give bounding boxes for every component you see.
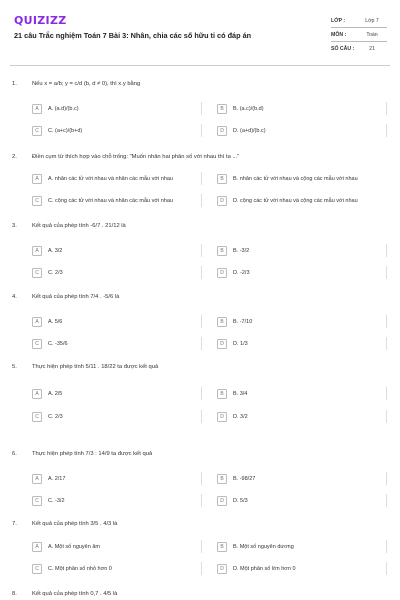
info-value: 21 xyxy=(369,46,375,52)
option-text: A. 5/6 xyxy=(48,318,63,325)
question-3 xyxy=(12,222,392,279)
option-letter-box: D xyxy=(217,196,227,206)
option-text: B. -3/2 xyxy=(233,247,250,254)
option-a[interactable] xyxy=(32,540,202,553)
option-c[interactable] xyxy=(32,194,202,207)
question-2 xyxy=(12,153,392,207)
quizizz-logo: QUIZIZZ xyxy=(14,14,67,27)
option-text: A. 3/2 xyxy=(48,247,63,254)
option-text: C. -3/2 xyxy=(48,497,65,504)
option-text: A. 2/17 xyxy=(48,475,66,482)
option-letter-box: A xyxy=(32,389,42,399)
option-text: D. -2/3 xyxy=(233,269,250,276)
option-text: A. 2/5 xyxy=(48,390,63,397)
option-a[interactable] xyxy=(32,172,202,185)
option-c[interactable] xyxy=(32,124,202,137)
option-text: D. Một phân số lớn hơn 0 xyxy=(233,565,296,572)
option-letter-box: A xyxy=(32,542,42,552)
option-letter-box: D xyxy=(217,126,227,136)
option-d[interactable] xyxy=(217,410,387,423)
option-letter-box: A xyxy=(32,246,42,256)
question-text: Kết quả của phép tính 3/5 . 4/3 là xyxy=(32,521,118,527)
question-number: 2. xyxy=(12,154,17,160)
option-letter-box: B xyxy=(217,542,227,552)
option-text: D. 5/3 xyxy=(233,497,248,504)
option-a[interactable] xyxy=(32,102,202,115)
question-number: 5. xyxy=(12,364,17,370)
option-d[interactable] xyxy=(217,194,392,207)
info-row-grade xyxy=(331,14,387,28)
option-b[interactable] xyxy=(217,315,387,328)
question-text: Kết quả của phép tính 7/4 . -5/6 là xyxy=(32,294,120,300)
option-text: A. nhân các tử với nhau và nhân các mẫu với nhau xyxy=(48,175,173,182)
info-row-count xyxy=(331,42,387,56)
info-value: Toán xyxy=(366,31,378,38)
question-number: 7. xyxy=(12,521,17,527)
option-letter-box: B xyxy=(217,104,227,114)
option-letter-box: C xyxy=(32,412,42,422)
option-letter-box: B xyxy=(217,246,227,256)
option-text: D. 1/3 xyxy=(233,340,248,347)
option-text: C. Một phân số nhỏ hơn 0 xyxy=(48,565,112,572)
option-letter-box: A xyxy=(32,474,42,484)
option-a[interactable] xyxy=(32,244,202,257)
option-text: D. cộng các tử với nhau và cộng các mẫu với nhau xyxy=(233,197,358,204)
option-c[interactable] xyxy=(32,562,202,575)
header-divider xyxy=(10,65,390,66)
option-b[interactable] xyxy=(217,244,387,257)
option-c[interactable] xyxy=(32,337,202,350)
page-title: 21 câu Trắc nghiệm Toán 7 Bài 3: Nhân, chia các số hữu tỉ có đáp án xyxy=(14,31,252,40)
option-text: C. cộng các tử với nhau và nhân các mẫu với nhau xyxy=(48,197,173,204)
option-letter-box: D xyxy=(217,339,227,349)
question-4 xyxy=(12,293,392,350)
option-text: B. Một số nguyên dương xyxy=(233,543,294,550)
option-d[interactable] xyxy=(217,266,387,279)
question-text: Kết quả của phép tính -6/7 . 21/12 là xyxy=(32,223,126,229)
option-letter-box: C xyxy=(32,496,42,506)
option-letter-box: C xyxy=(32,564,42,574)
option-letter-box: B xyxy=(217,317,227,327)
option-letter-box: A xyxy=(32,104,42,114)
option-text: B. 3/4 xyxy=(233,390,248,397)
option-letter-box: C xyxy=(32,196,42,206)
question-number: 3. xyxy=(12,223,17,229)
option-letter-box: B xyxy=(217,389,227,399)
option-text: B. -98/27 xyxy=(233,475,256,482)
option-c[interactable] xyxy=(32,410,202,423)
option-letter-box: C xyxy=(32,126,42,136)
question-text: Điền cụm từ thích hợp vào chỗ trống: "Muốn nhân hai phân số với nhau thì ta ..." xyxy=(32,154,240,160)
option-letter-box: A xyxy=(32,317,42,327)
option-a[interactable] xyxy=(32,387,202,400)
option-letter-box: C xyxy=(32,268,42,278)
option-b[interactable] xyxy=(217,540,387,553)
option-letter-box: D xyxy=(217,564,227,574)
option-letter-box: B xyxy=(217,474,227,484)
option-letter-box: A xyxy=(32,174,42,184)
option-text: C. -35/6 xyxy=(48,340,68,347)
option-b[interactable] xyxy=(217,472,387,485)
option-text: B. (a.c)/(b.d) xyxy=(233,105,264,112)
option-letter-box: D xyxy=(217,412,227,422)
option-c[interactable] xyxy=(32,494,202,507)
question-text: Thực hiện phép tính 5/11 . 18/22 ta được kết quả xyxy=(32,364,159,370)
option-d[interactable] xyxy=(217,494,387,507)
question-6 xyxy=(12,450,392,507)
option-b[interactable] xyxy=(217,102,387,115)
question-1 xyxy=(12,80,392,137)
option-b[interactable] xyxy=(217,172,392,185)
option-c[interactable] xyxy=(32,266,202,279)
question-number: 8. xyxy=(12,591,17,597)
question-5 xyxy=(12,363,392,423)
question-number: 4. xyxy=(12,294,17,300)
option-letter-box: C xyxy=(32,339,42,349)
option-text: A. (a.d)/(b.c) xyxy=(48,105,79,112)
option-d[interactable] xyxy=(217,562,387,575)
option-text: B. -7/10 xyxy=(233,318,253,325)
option-letter-box: D xyxy=(217,496,227,506)
option-letter-box: D xyxy=(217,268,227,278)
question-text: Kết quả của phép tính 0,7 . 4/5 là xyxy=(32,591,118,597)
info-label: LỚP : xyxy=(331,17,346,24)
question-7 xyxy=(12,520,392,575)
option-text: C. 2/3 xyxy=(48,269,63,276)
question-text: Nếu x = a/b; y = c/d (b, d ≠ 0), thì x.y bằng xyxy=(32,81,141,87)
option-text: C. 2/3 xyxy=(48,413,63,420)
option-letter-box: B xyxy=(217,174,227,184)
option-text: D. 3/2 xyxy=(233,413,248,420)
option-text: C. (a+c)/(b+d) xyxy=(48,127,83,134)
option-text: D. (a+d)/(b.c) xyxy=(233,127,266,134)
question-number: 6. xyxy=(12,451,17,457)
info-label: MÔN : xyxy=(331,31,347,38)
option-b[interactable] xyxy=(217,387,387,400)
option-text: B. nhân các tử với nhau và cộng các mẫu với nhau xyxy=(233,175,358,182)
info-value: Lớp 7 xyxy=(365,17,379,24)
option-d[interactable] xyxy=(217,337,387,350)
question-text: Thực hiện phép tính 7/3 : 14/9 ta được kết quả xyxy=(32,451,153,457)
question-8 xyxy=(12,590,392,598)
info-label: SỐ CÂU : xyxy=(331,46,355,52)
option-text: A. Một số nguyên âm xyxy=(48,543,100,550)
question-number: 1. xyxy=(12,81,17,87)
option-a[interactable] xyxy=(32,472,202,485)
info-table xyxy=(331,14,387,56)
option-a[interactable] xyxy=(32,315,202,328)
option-d[interactable] xyxy=(217,124,387,137)
info-row-subject xyxy=(331,28,387,42)
